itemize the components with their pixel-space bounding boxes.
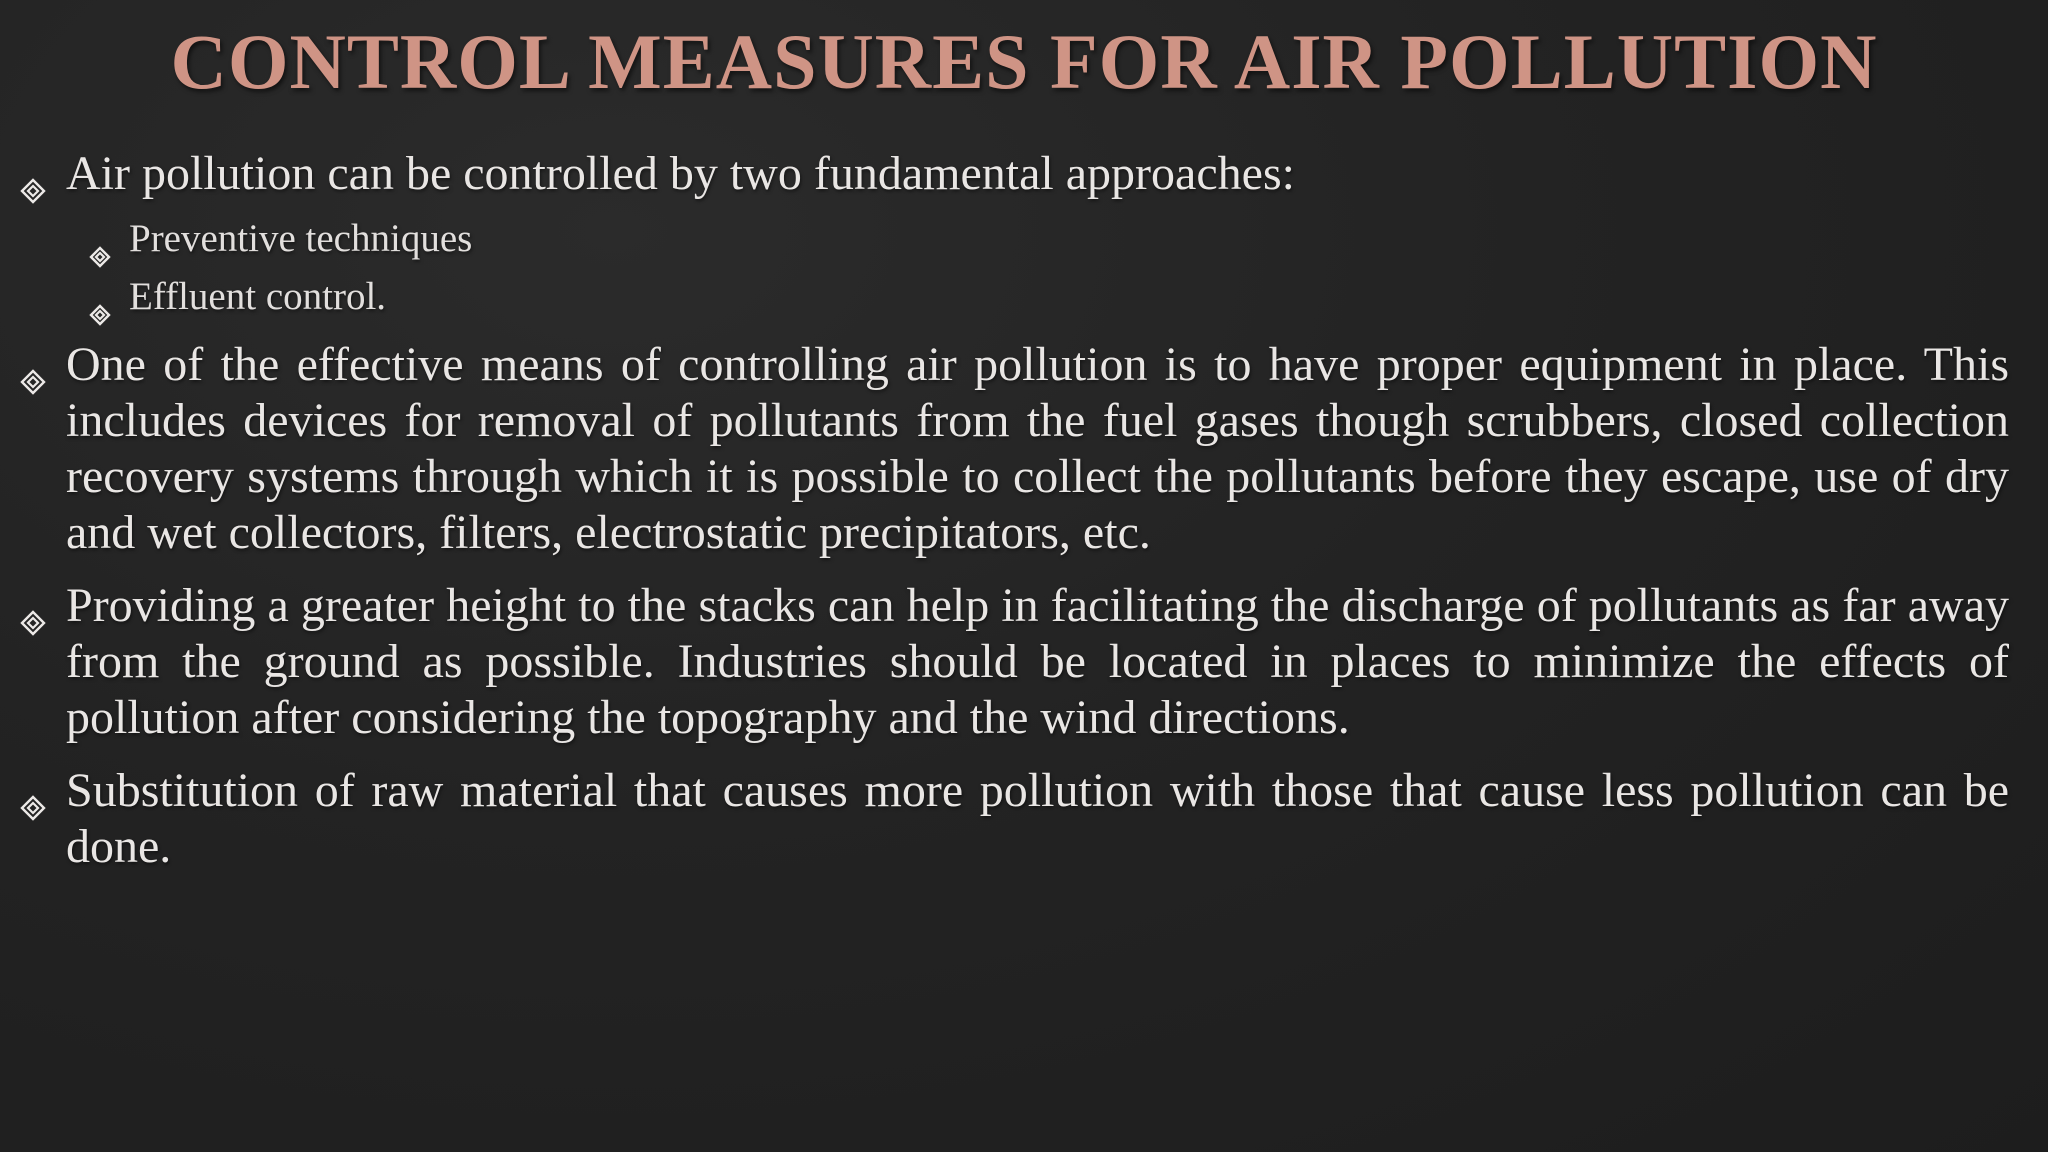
sub-bullet-text: Preventive techniques [129, 217, 473, 260]
slide-content [0, 146, 2048, 875]
bullet-text: Providing a greater height to the stacks can help in facilitating the discharge of pollutants as far away from the ground as possible. Industries should be located in places to minimize the effects of pollution after considering the topography and the wind directions. [66, 579, 2009, 744]
diamond-bullet-icon [20, 161, 46, 187]
bullet-text: Substitution of raw material that causes more pollution with those that cause less pollution can be done. [66, 764, 2009, 873]
bullet-item [66, 578, 2009, 746]
bullet-text: Air pollution can be controlled by two fundamental approaches: [66, 147, 1295, 200]
sub-bullet-item [129, 210, 1929, 268]
diamond-bullet-icon [89, 285, 111, 307]
diamond-bullet-icon [20, 593, 46, 619]
bullet-item [66, 763, 2009, 875]
slide-title: CONTROL MEASURES FOR AIR POLLUTION [170, 18, 1878, 105]
bullet-item [66, 337, 2009, 561]
bullet-text: One of the effective means of controlling air pollution is to have proper equipment in place. This includes devices for removal of pollutants from the fuel gases though scrubbers, closed collection recovery systems through which it is possible to collect the pollutants before they escape, use of dry and wet collectors, filters, electrostatic precipitators, etc. [66, 338, 2009, 559]
diamond-bullet-icon [20, 778, 46, 804]
diamond-bullet-icon [20, 352, 46, 378]
bullet-item [66, 146, 2009, 202]
sub-bullet-item [129, 268, 1929, 326]
sub-bullet-text: Effluent control. [129, 275, 387, 318]
diamond-bullet-icon [89, 227, 111, 249]
